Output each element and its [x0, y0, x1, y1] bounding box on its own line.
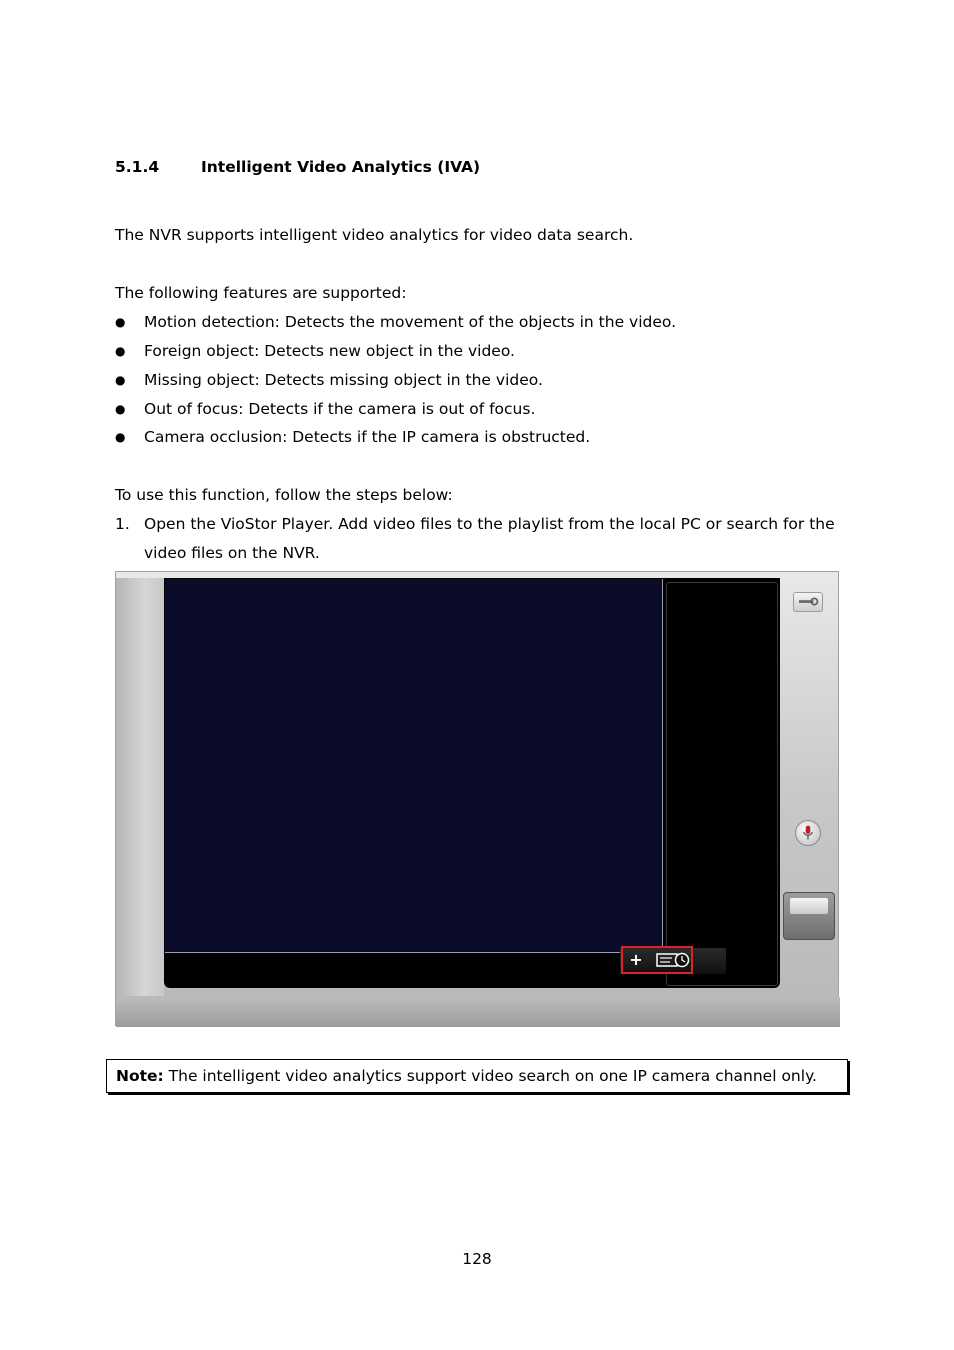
plus-icon[interactable]: +: [629, 950, 643, 969]
intro-paragraph: The NVR supports intelligent video analytics for video data search.: [115, 226, 634, 244]
bullet-icon: ●: [115, 402, 126, 416]
bullet-icon: ●: [115, 373, 126, 387]
bullet-icon: ●: [115, 430, 126, 444]
features-intro: The following features are supported:: [115, 284, 407, 302]
player-frame: [164, 578, 780, 988]
step-text: Open the VioStor Player. Add video files to the playlist from the local PC or search for the video files on the NVR.: [144, 515, 835, 562]
steps-intro: To use this function, follow the steps below:: [115, 486, 453, 504]
note-text: The intelligent video analytics support video search on one IP camera channel only.: [163, 1067, 817, 1085]
page-number: 128: [462, 1250, 492, 1268]
bullet-icon: ●: [115, 344, 126, 358]
section-heading: [115, 158, 480, 176]
button-cap: [790, 898, 828, 914]
bullet-icon: ●: [115, 315, 126, 329]
section-title: Intelligent Video Analytics (IVA): [201, 158, 481, 176]
note-box: [106, 1059, 848, 1093]
player-bottom-bar: [116, 997, 840, 1027]
player-left-panel: [116, 578, 164, 996]
microphone-icon[interactable]: [795, 820, 821, 846]
wrench-icon[interactable]: [793, 592, 823, 612]
step-number: 1.: [115, 515, 130, 533]
viostor-player-screenshot: [115, 571, 839, 1026]
video-display[interactable]: [165, 579, 663, 953]
record-button[interactable]: [783, 892, 835, 940]
note-label: Note:: [116, 1067, 164, 1085]
playlist-panel[interactable]: [666, 582, 778, 986]
highlight-box: [621, 946, 693, 974]
section-number: 5.1.4: [115, 158, 160, 176]
